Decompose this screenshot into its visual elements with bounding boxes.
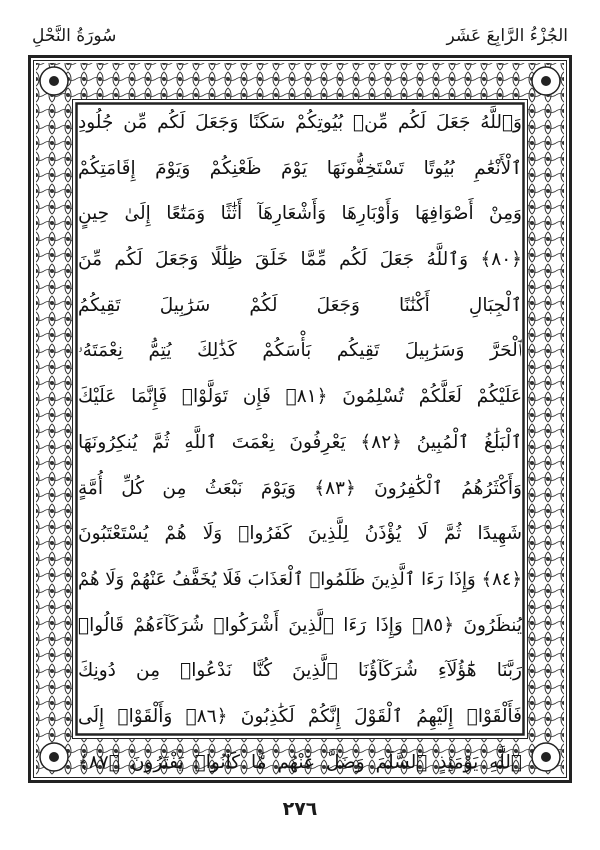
text-line-6: ٱلْحَرَّ وَسَرَٰبِيلَ تَقِيكُم بَأْسَكُمْ كَذَٰلِكَ يُتِمُّ نِعْمَتَهُۥ — [78, 340, 522, 362]
text-line-4: ﴿٨٠﴾ وَٱللَّهُ جَعَلَ لَكُم مِّمَّا خَلَقَ ظِلَٰلًا وَجَعَلَ لَكُم مِّنَ — [78, 249, 522, 271]
quran-text — [78, 100, 522, 773]
text-line-7: عَلَيْكُمْ لَعَلَّكُمْ تُسْلِمُونَ ﴿٨١﴾ فَإِن تَوَلَّوْا۟ فَإِنَّمَا عَلَيْكَ — [78, 386, 522, 408]
text-line-14: فَأَلْقَوْا۟ إِلَيْهِمُ ٱلْقَوْلَ إِنَّكُمْ لَكَٰذِبُونَ ﴿٨٦﴾ وَأَلْقَوْا۟ إِلَى — [78, 705, 522, 727]
juz-label: الجُزْءُ الرَّابِعَ عَشَر — [446, 26, 568, 46]
text-line-12: يُنظَرُونَ ﴿٨٥﴾ وَإِذَا رَءَا ٱلَّذِينَ أَشْرَكُوا۟ شُرَكَآءَهُمْ قَالُوا۟ — [78, 614, 522, 636]
text-line-9: وَأَكْثَرُهُمُ ٱلْكَٰفِرُونَ ﴿٨٣﴾ وَيَوْمَ نَبْعَثُ مِن كُلِّ أُمَّةٍ — [78, 477, 522, 499]
text-line-2: ٱلْأَنْعَٰمِ بُيُوتًا تَسْتَخِفُّونَهَا يَوْمَ ظَعْنِكُمْ وَيَوْمَ إِقَامَتِكُمْ — [78, 157, 522, 179]
text-line-1: وَٱللَّهُ جَعَلَ لَكُم مِّنۢ بُيُوتِكُمْ سَكَنًا وَجَعَلَ لَكُم مِّن جُلُودِ — [78, 112, 522, 133]
page-number: ٢٧٦ — [282, 798, 318, 820]
surah-label: سُورَةُ النَّحْلِ — [32, 26, 117, 46]
text-line-3: وَمِنْ أَصْوَافِهَا وَأَوْبَارِهَا وَأَشْعَارِهَآ أَثَٰثًا وَمَتَٰعًا إِلَىٰ حِينٍ — [78, 203, 522, 225]
text-line-10: شَهِيدًا ثُمَّ لَا يُؤْذَنُ لِلَّذِينَ كَفَرُوا۟ وَلَا هُمْ يُسْتَعْتَبُونَ — [78, 523, 522, 545]
text-line-13: رَبَّنَا هَٰٓؤُلَآءِ شُرَكَآؤُنَا ٱلَّذِينَ كُنَّا نَدْعُوا۟ مِن دُونِكَ — [78, 660, 522, 682]
text-line-15: ٱللَّهِ يَوْمَئِذٍ ٱلسَّلَمَ وَضَلَّ عَنْهُم مَّا كَانُوا۟ يَفْتَرُونَ ﴿٨٧﴾ — [78, 751, 522, 773]
text-line-5: ٱلْجِبَالِ أَكْنَٰنًا وَجَعَلَ لَكُمْ سَرَٰبِيلَ تَقِيكُمُ — [78, 294, 522, 316]
page-header — [32, 22, 568, 52]
text-line-11: ﴿٨٤﴾ وَإِذَا رَءَا ٱلَّذِينَ ظَلَمُوا۟ ٱلْعَذَابَ فَلَا يُخَفَّفُ عَنْهُمْ وَلَا هُمْ — [78, 568, 522, 590]
text-line-8: ٱلْبَلَٰغُ ٱلْمُبِينُ ﴿٨٢﴾ يَعْرِفُونَ نِعْمَتَ ٱللَّهِ ثُمَّ يُنكِرُونَهَا — [78, 431, 522, 453]
